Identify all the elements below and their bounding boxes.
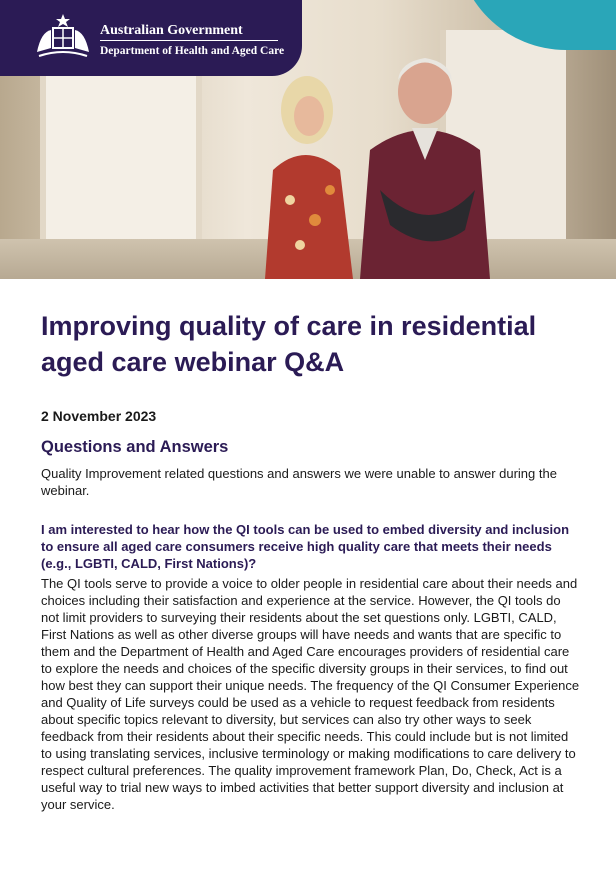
header-divider [100,40,278,41]
document-body [41,308,581,813]
section-heading: Questions and Answers [41,438,229,456]
government-banner [0,0,302,76]
man-figure [340,40,500,279]
coat-of-arms-icon [33,12,93,60]
question-text: I am interested to hear how the QI tools can be used to embed diversity and inclusion to ensure all aged care consumers receive high quality care that meets their needs (e.g., LGBTI, CALD, First Nations)? [41,522,570,571]
page-title: Improving quality of care in residential aged care webinar Q&A [41,311,537,377]
government-name: Australian Government [100,23,243,38]
intro-paragraph: Quality Improvement related questions and answers we were unable to answer during the webinar. [41,466,557,498]
answer-text: The QI tools serve to provide a voice to older people in residential care about their needs and choices including their satisfaction and experience at the service. However, the QI tools do not limit providers to surveying their residents about the set questions only. LGBTI, CALD, First Nations as well as other diverse groups will have needs and wants that are specific to them and the Department of Health and Aged Care encourages providers of residential care to explore the needs and choices of the specific diversity groups in their services, to find out how best they can support their unique needs. The frequency of the QI Consumer Experience and Quality of Life surveys could be used as a vehicle to request feedback from residents about specific topics relevant to diversity, but services can also try other ways to seek feedback from their residents about their specific needs. This could include but is not limited to using translating services, inclusive terminology or making modifications to care delivery to respect cultural preferences. The quality improvement framework Plan, Do, Check, Act is a useful way to trial new ways to imbed activities that better support diversity and inclusion at your service. [41,576,580,812]
publication-date: 2 November 2023 [41,408,157,424]
department-name: Department of Health and Aged Care [100,45,285,57]
